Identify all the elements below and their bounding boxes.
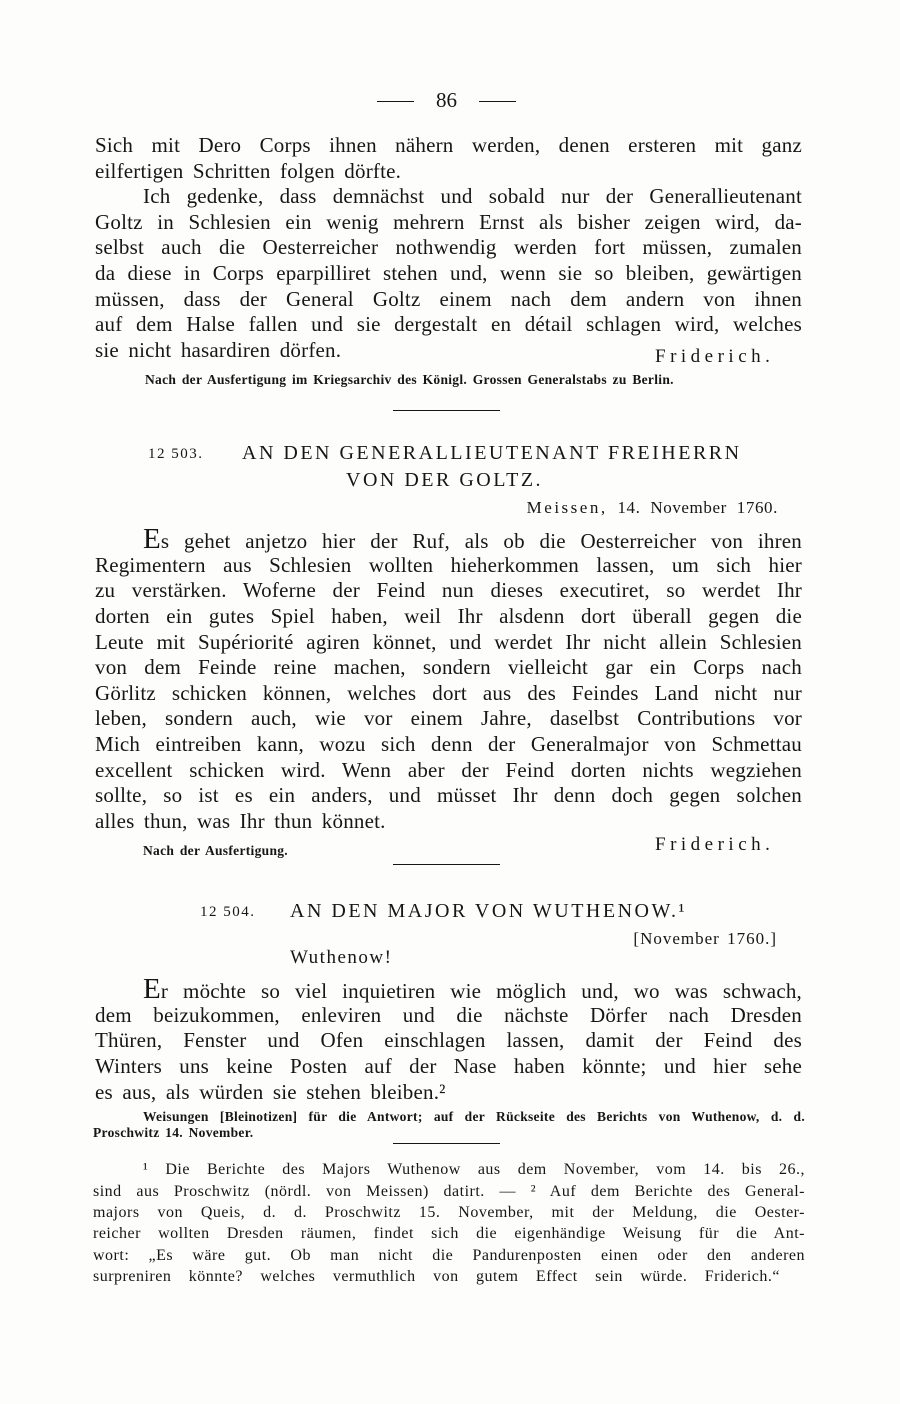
header-dash-right	[479, 101, 516, 102]
text-line: Regimentern aus Schlesien wollten hieherkommen lassen, um sich hier	[95, 552, 802, 577]
text-line: Goltz in Schlesien ein wenig mehrern Ernst als bisher zeigen wird, da-	[95, 209, 802, 234]
letter-title: AN DEN GENERALLIEUTENANT FREIHERRN	[242, 442, 742, 464]
footnote-line: ¹ Die Berichte des Majors Wuthenow aus dem November, vom 14. bis 26.,	[143, 1161, 805, 1179]
source-note-line: Proschwitz 14. November.	[93, 1125, 254, 1140]
source-note: Nach der Ausfertigung im Kriegsarchiv des Königl. Grossen Generalstabs zu Berlin.	[145, 372, 674, 387]
text-line: Mich eintreiben kann, wozu sich denn der Generalmajor von Schmettau	[95, 731, 802, 756]
text-line: auf dem Halse fallen und sie dergestalt en détail schlagen wird, welches	[95, 312, 802, 337]
text-line: Es gehet anjetzo hier der Ruf, als ob die Oesterreicher von ihren	[143, 523, 802, 556]
letter-title: VON DER GOLTZ.	[346, 469, 544, 491]
section-rule	[393, 410, 500, 411]
text-line: excellent schicken wird. Wenn aber der Feind dorten nichts wegziehen	[95, 757, 802, 782]
letter-title: AN DEN MAJOR VON WUTHENOW.¹	[290, 900, 688, 922]
text-line: Er möchte so viel inquietiren wie möglich und, wo was schwach,	[143, 973, 802, 1006]
text-line: leben, sondern auch, wie vor einem Jahre, daselbst Contributions vor	[95, 706, 802, 731]
header-dash-left	[377, 101, 414, 102]
page-number: 86	[436, 88, 457, 112]
text-line: zu verstärken. Woferne der Feind nun dieses executiret, so werdet Ihr	[95, 578, 802, 603]
text-line: alles thun, was Ihr thun könnet.	[95, 808, 386, 833]
signature: Friderich.	[655, 346, 775, 367]
footnote-line: majors von Queis, d. d. Proschwitz 15. November, mit der Meldung, die Oester-	[93, 1203, 805, 1221]
salutation: Wuthenow!	[290, 947, 393, 968]
footnote-line: surpreniren könnte? welches vermuthlich von gutem Effect sein würde. Friderich.“	[93, 1267, 780, 1285]
text-line: von dem Feinde reine machen, sondern vielleicht gar ein Corps nach	[95, 655, 802, 680]
footnote-line: reicher wollten Dresden räumen, findet sich die eigenhändige Weisung für die Ant-	[93, 1225, 805, 1243]
text-line: dem beizukommen, enleviren und die nächste Dörfer nach Dresden	[95, 1002, 802, 1027]
text-line: Leute mit Supériorité agiren könnet, und werdet Ihr nicht allein Schlesien	[95, 629, 802, 654]
text-line: Ich gedenke, dass demnächst und sobald nur der Generallieutenant	[143, 184, 802, 209]
text-line: sollte, so ist es ein anders, und müsset Ihr denn doch gegen solchen	[95, 783, 802, 808]
previous-letter-text	[95, 133, 802, 363]
text-line: Thüren, Fenster und Ofen einschlagen lassen, damit der Feind des	[95, 1028, 802, 1053]
dateline: [November 1760.]	[633, 929, 777, 948]
dateline	[527, 497, 778, 519]
text-line: Winters uns keine Posten auf der Nase haben könnte; und hier sehe	[95, 1053, 802, 1078]
page-header	[377, 88, 516, 112]
letter-body	[95, 523, 802, 834]
source-note	[93, 1109, 805, 1141]
signature: Friderich.	[655, 834, 775, 855]
text-line: selbst auch die Oesterreicher nothwendig werden fort müssen, zumalen	[95, 235, 802, 260]
text-line: Sich mit Dero Corps ihnen nähern werden, denen ersteren mit ganz	[95, 133, 802, 157]
text-line: müssen, dass der General Goltz einem nach dem andern von ihnen	[95, 286, 802, 311]
text-line: Görlitz schicken können, welches dort aus des Feindes Land nicht nur	[95, 680, 802, 705]
section-rule	[393, 864, 500, 865]
footnote-line: wort: „Es wäre gut. Ob man nicht die Pandurenposten einen oder den anderen	[93, 1246, 805, 1264]
dateline-place: Meissen,	[526, 498, 608, 517]
text-line: eilfertigen Schritten folgen dörfte.	[95, 158, 402, 183]
text-line: es aus, als würden sie stehen bleiben.²	[95, 1079, 446, 1104]
letter-body	[95, 973, 802, 1105]
text-line: da diese in Corps eparpilliret stehen und, wenn sie so bleiben, gewärtigen	[95, 260, 802, 285]
dateline-date: 14. November 1760.	[617, 498, 778, 517]
letter-number: 12 504.	[200, 904, 256, 920]
footnote-line: sind aus Proschwitz (nördl. von Meissen) datirt. — ² Auf dem Berichte des General-	[93, 1182, 805, 1200]
footnotes	[93, 1159, 805, 1287]
footnote-rule	[393, 1143, 500, 1144]
source-note-line: Weisungen [Bleinotizen] für die Antwort; auf der Rückseite des Berichts von Wuthenow, d. d.	[143, 1109, 805, 1124]
text-line: sie nicht hasardiren dörfen.	[95, 337, 342, 362]
text-line: dorten ein gutes Spiel haben, weil Ihr alsdenn dort überall gegen die	[95, 603, 802, 628]
letter-number: 12 503.	[148, 446, 204, 462]
source-note: Nach der Ausfertigung.	[143, 843, 288, 858]
